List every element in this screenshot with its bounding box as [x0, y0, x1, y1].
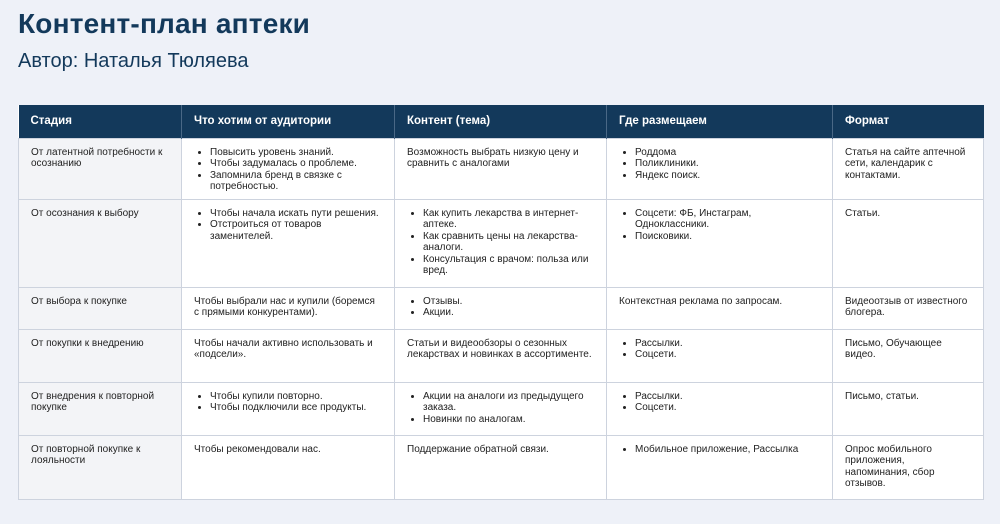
- format-cell: Видеоотзыв от известного блогера.: [833, 287, 984, 329]
- list-item: • Чтобы начала искать пути решения.: [210, 208, 382, 220]
- content-cell: [395, 287, 607, 329]
- format-cell: Опрос мобильного приложения, напоминания, сбор отзывов.: [833, 435, 984, 499]
- page-title: Контент-план аптеки: [18, 8, 311, 39]
- placement-cell: [607, 199, 833, 287]
- list-item: • Соцсети.: [635, 402, 820, 414]
- placement-list: [619, 391, 820, 414]
- format-cell: Статьи.: [833, 199, 984, 287]
- list-item: • Чтобы подключили все продукты.: [210, 402, 382, 414]
- table-header-row: [19, 105, 984, 138]
- goal-cell: Чтобы начали активно использовать и «подсели».: [182, 329, 395, 382]
- stage-cell: От выбора к покупке: [19, 287, 182, 329]
- list-item: • Акции на аналоги из предыдущего заказа.: [423, 391, 594, 414]
- table-row: [19, 435, 984, 499]
- list-item: • Запомнила бренд в связке с потребностью.: [210, 170, 382, 193]
- stage-cell: От внедрения к повторной покупке: [19, 382, 182, 435]
- list-item: • Повысить уровень знаний.: [210, 147, 382, 159]
- list-item: • Новинки по аналогам.: [423, 414, 594, 426]
- author-subtitle: Автор: Наталья Тюляева: [18, 50, 249, 72]
- content-cell: Возможность выбрать низкую цену и сравнить с аналогами: [395, 138, 607, 199]
- column-header-goal: Что хотим от аудитории: [182, 105, 395, 138]
- list-item: • Консультация с врачом: польза или вред.: [423, 254, 594, 277]
- list-item: • Как купить лекарства в интернет-аптеке.: [423, 208, 594, 231]
- list-item: • Мобильное приложение, Рассылка: [635, 444, 820, 456]
- placement-cell: [607, 435, 833, 499]
- goal-list: [194, 147, 382, 193]
- column-header-content: Контент (тема): [395, 105, 607, 138]
- placement-list: [619, 338, 820, 361]
- list-item: • Рассылки.: [635, 338, 820, 350]
- placement-list: [619, 444, 820, 456]
- goal-cell: [182, 199, 395, 287]
- goal-cell: Чтобы рекомендовали нас.: [182, 435, 395, 499]
- goal-cell: Чтобы выбрали нас и купили (боремся с прямыми конкурентами).: [182, 287, 395, 329]
- placement-cell: [607, 382, 833, 435]
- stage-cell: От покупки к внедрению: [19, 329, 182, 382]
- column-header-stage: Стадия: [19, 105, 182, 138]
- content-cell: Статьи и видеообзоры о сезонных лекарствах и новинках в ассортименте.: [395, 329, 607, 382]
- column-header-placement: Где размещаем: [607, 105, 833, 138]
- list-item: • Отзывы.: [423, 296, 594, 308]
- goal-list: [194, 208, 382, 243]
- list-item: • Рассылки.: [635, 391, 820, 403]
- format-cell: Статья на сайте аптечной сети, календарик с контактами.: [833, 138, 984, 199]
- list-item: • Отстроиться от товаров заменителей.: [210, 219, 382, 242]
- list-item: • Чтобы купили повторно.: [210, 391, 382, 403]
- content-plan-table: [18, 105, 984, 500]
- list-item: • Чтобы задумалась о проблеме.: [210, 158, 382, 170]
- list-item: • Соцсети.: [635, 349, 820, 361]
- list-item: • Соцсети: ФБ, Инстаграм, Одноклассники.: [635, 208, 820, 231]
- format-cell: Письмо, Обучающее видео.: [833, 329, 984, 382]
- content-cell: Поддержание обратной связи.: [395, 435, 607, 499]
- list-item: • Как сравнить цены на лекарства-аналоги.: [423, 231, 594, 254]
- column-header-format: Формат: [833, 105, 984, 138]
- goal-cell: [182, 138, 395, 199]
- content-cell: [395, 382, 607, 435]
- list-item: • Роддома: [635, 147, 820, 159]
- table-row: [19, 138, 984, 199]
- placement-cell: [607, 329, 833, 382]
- stage-cell: От повторной покупке к лояльности: [19, 435, 182, 499]
- stage-cell: От осознания к выбору: [19, 199, 182, 287]
- table-row: [19, 382, 984, 435]
- content-cell: [395, 199, 607, 287]
- goal-cell: [182, 382, 395, 435]
- content-list: [407, 391, 594, 426]
- placement-cell: [607, 138, 833, 199]
- content-list: [407, 296, 594, 319]
- list-item: • Акции.: [423, 307, 594, 319]
- format-cell: Письмо, статьи.: [833, 382, 984, 435]
- content-list: [407, 208, 594, 277]
- stage-cell: От латентной потребности к осознанию: [19, 138, 182, 199]
- list-item: • Поликлиники.: [635, 158, 820, 170]
- placement-cell: Контекстная реклама по запросам.: [607, 287, 833, 329]
- table-row: [19, 329, 984, 382]
- table-row: [19, 287, 984, 329]
- list-item: • Поисковики.: [635, 231, 820, 243]
- goal-list: [194, 391, 382, 414]
- table-row: [19, 199, 984, 287]
- placement-list: [619, 147, 820, 182]
- list-item: • Яндекс поиск.: [635, 170, 820, 182]
- placement-list: [619, 208, 820, 243]
